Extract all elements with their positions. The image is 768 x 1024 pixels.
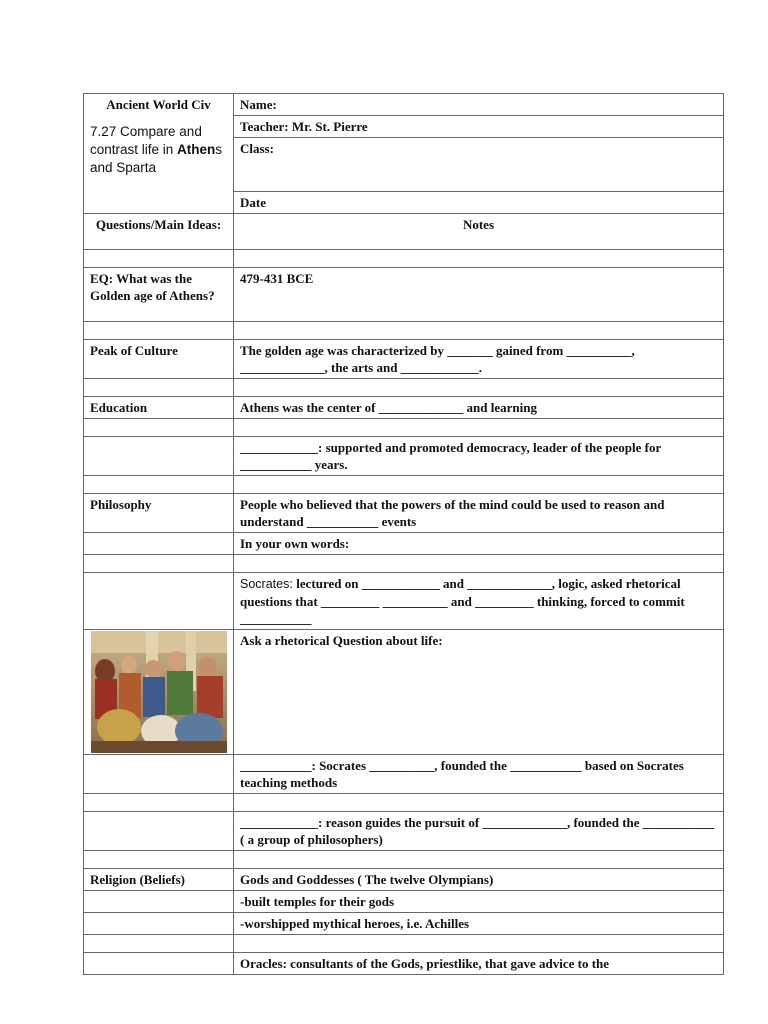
blank-cell (84, 533, 234, 555)
course-cell (84, 94, 234, 214)
teacher-field: Teacher: Mr. St. Pierre (234, 116, 724, 138)
blank-cell (84, 755, 234, 794)
col-header-left: Questions/Main Ideas: (84, 214, 234, 250)
blank-row (84, 250, 234, 268)
notes-table (83, 93, 724, 975)
class-field[interactable]: Class: (234, 138, 724, 192)
education-notes: Athens was the center of _____________ and learning (234, 397, 724, 419)
blank-cell (84, 953, 234, 975)
rhetorical-prompt: Ask a rhetorical Question about life: (234, 630, 724, 755)
col-header-right: Notes (234, 214, 724, 250)
standard-bold: Athen (177, 142, 216, 157)
painting-school-of-athens-icon (91, 631, 227, 753)
course-title: Ancient World Civ (106, 97, 211, 112)
blank-row (84, 322, 234, 340)
education-label: Education (84, 397, 234, 419)
blank-row (84, 935, 234, 953)
blank-row (84, 794, 234, 812)
religion-label: Religion (Beliefs) (84, 869, 234, 891)
date-field[interactable]: Date (234, 192, 724, 214)
plato-notes: ___________: Socrates __________, founded the ___________ based on Socrates teaching methods (234, 755, 724, 794)
blank-cell (84, 812, 234, 851)
philosophy-label: Philosophy (84, 494, 234, 533)
socrates-notes (234, 573, 724, 630)
aristotle-notes: ____________: reason guides the pursuit of _____________, founded the ___________ ( a group of philosophers) (234, 812, 724, 851)
blank-row (234, 476, 724, 494)
name-field[interactable]: Name: (234, 94, 724, 116)
standard-suffix: s and Sparta (90, 142, 223, 175)
blank-row (234, 555, 724, 573)
eq-answer: 479-431 BCE (234, 268, 724, 322)
blank-row (84, 476, 234, 494)
blank-row (234, 794, 724, 812)
blank-row (84, 851, 234, 869)
socrates-text: lectured on ____________ and _____________, logic, asked rhetorical questions that _________ __________ and _________ thinking, forced to commit ___________ (240, 576, 685, 626)
peak-label: Peak of Culture (84, 340, 234, 379)
blank-row (234, 419, 724, 437)
blank-cell (84, 891, 234, 913)
blank-row (234, 379, 724, 397)
standard-text (90, 123, 227, 177)
blank-row (234, 322, 724, 340)
own-words-prompt: In your own words: (234, 533, 724, 555)
blank-row (84, 419, 234, 437)
blank-cell (84, 437, 234, 476)
pericles-notes: ____________: supported and promoted democracy, leader of the people for ___________ years. (234, 437, 724, 476)
philosophy-notes: People who believed that the powers of the mind could be used to reason and understand ___________ events (234, 494, 724, 533)
blank-row (234, 935, 724, 953)
religion-gods: Gods and Goddesses ( The twelve Olympians) (234, 869, 724, 891)
religion-heroes: -worshipped mythical heroes, i.e. Achilles (234, 913, 724, 935)
oracles-notes: Oracles: consultants of the Gods, priestlike, that gave advice to the (234, 953, 724, 975)
blank-cell (84, 913, 234, 935)
religion-temples: -built temples for their gods (234, 891, 724, 913)
blank-row (84, 379, 234, 397)
socrates-prefix: Socrates: (240, 577, 297, 591)
standard-prefix: 7.27 Compare and contrast life in (90, 124, 202, 157)
painting-cell (84, 630, 234, 755)
blank-row (234, 250, 724, 268)
blank-row (84, 555, 234, 573)
blank-cell (84, 573, 234, 630)
blank-row (234, 851, 724, 869)
peak-notes: The golden age was characterized by _______ gained from __________, _____________, the arts and ____________. (234, 340, 724, 379)
eq-question: EQ: What was the Golden age of Athens? (84, 268, 234, 322)
